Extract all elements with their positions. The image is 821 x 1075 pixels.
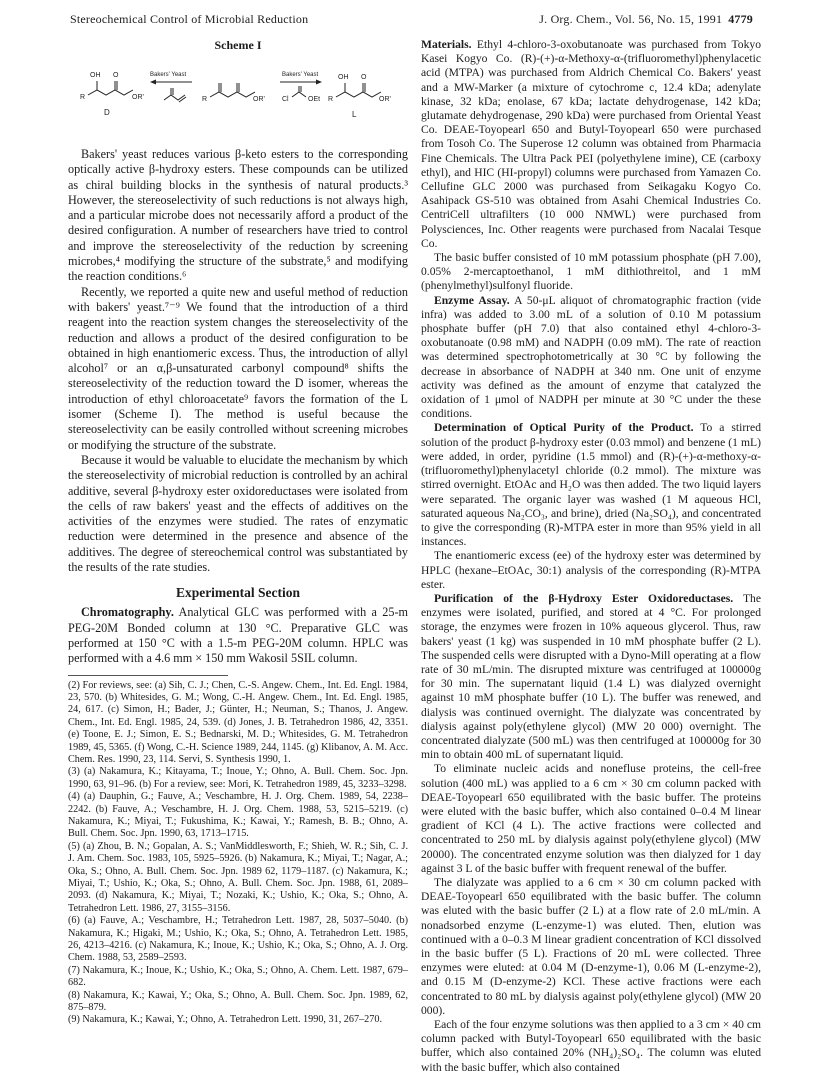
l-r-label: R: [328, 96, 334, 103]
page-number: 4779: [728, 12, 753, 26]
running-header-title: Stereochemical Control of Microbial Reduction: [70, 12, 309, 26]
arrow1-label: Bakers' Yeast: [150, 72, 187, 78]
reagent-chloroacetate-structure: [292, 86, 306, 97]
enzyme-assay-text: A 50-μL aliquot of chromatographic fraction (vide infra) was added to 3.00 mL of a solution of 0.10 M potassium phosphate buffer (pH 7.0) that also contained ethyl 4-chloro-3-oxobutanoate (0.98 mM) and NADPH (0.09 mM). The rate of reaction was determined spectrophotometrically at 30 °C by following the decrease in absorbance of NADPH at 340 nm. One unit of enzyme activity was defined as the amount of enzyme that catalyzed the oxidation of 1 μmol of NADPH per minute at 30 °C under the these conditions.: [421, 293, 761, 421]
purification-heading: Purification of the β-Hydroxy Ester Oxidoreductases.: [434, 591, 734, 605]
reagent-oet-label: OEt: [308, 96, 321, 103]
d-or-label: OR': [132, 94, 144, 101]
butyl-toyopearl-paragraph: Each of the four enzyme solutions was then applied to a 3 cm × 40 cm column packed with Butyl-Toyopearl 650 equilibrated with the basic buffer, which also contained 20% (NH₄)₂SO₄. The column was eluted with the basic buffer, which also contained: [421, 1018, 761, 1074]
nucleic-acid-paragraph: To eliminate nucleic acids and nonefluse proteins, the cell-free solution (400 mL) was applied to a 6 cm × 30 cm column packed with DEAE-Toyopearl 650 equilibrated with the basic buffer. The proteins were eluted with the basic buffer, which also contained 0–0.4 M linear gradient of KCl (4 L). The active fractions were collected and concentrated to 250 mL by dialysis against poly(ethylene glycol) (MW 20000). The concentrated enzyme solution was then dialyzed for 1 day against 3 L of the basic buffer with frequent renewal of the buffer.: [421, 762, 761, 875]
materials-heading: Materials.: [421, 38, 472, 51]
chromatography-heading: Chromatography.: [81, 605, 174, 620]
reagent-enone-structure: [164, 88, 186, 102]
footnote-6: (6) (a) Fauve, A.; Veschambre, H.; Tetrahedron Lett. 1987, 28, 5037–5040. (b) Nakamura, K.; Higaki, M.; Ushio, K.; Oka, S.; Ohno, A. Tetrahedron Lett. 1985, 26, 4213–4216. (c) Nakamura, K.; Inoue, K.; Ushio, K.; Oka, S.; Ohno, A. J. Org. Chem. 1988, 53, 2589–2593.: [68, 915, 408, 964]
footnote-8: (8) Nakamura, K.; Kawai, Y.; Oka, S.; Ohno, A. Bull. Chem. Soc. Jpn. 1989, 62, 875–879.: [68, 989, 408, 1014]
reaction-scheme: [68, 55, 408, 147]
d-r-label: R: [80, 94, 86, 101]
l-oh-label: OH: [338, 74, 349, 81]
running-header-journal: [539, 12, 753, 27]
l-or-label: OR': [379, 96, 391, 103]
buffer-paragraph: The basic buffer consisted of 10 mM potassium phosphate (pH 7.00), 0.05% 2-mercaptoethanol, 1 mM dithiothreitol, and 1 mM (phenylmethyl)sulfonyl fluoride.: [421, 251, 761, 293]
arrow2-head-icon: [316, 80, 322, 85]
d-product-structure: [88, 81, 133, 95]
optical-purity-paragraph: [421, 421, 761, 549]
d-o-label: O: [113, 72, 119, 79]
journal-citation: J. Org. Chem., Vol. 56, No. 15, 1991: [539, 12, 723, 26]
dialyzate-paragraph: The dialyzate was applied to a 6 cm × 30 cm column packed with DEAE-Toyopearl 650 equilibrated with the basic buffer. The column was eluted with the basic buffer (2 L) at a flow rate of 2.0 mL/min. A nonadsorbed enzyme (L-enzyme-1) was eluted. Then, elution was continued with a 0–0.3 M linear gradient concentration of KCl dissolved in the basic buffer (5 L). Fractions of 20 mL were collected. Three enzymes were eluted: at 0.04 M (D-enzyme-1), 0.06 M (L-enzyme-2), and 0.15 M (D-enzyme-2) KCl. These active fractions were each concentrated to 80 mL by dialysis against poly(ethylene glycol) (MW 20 000).: [421, 875, 761, 1017]
left-column: [68, 38, 408, 1027]
l-o-label: O: [361, 74, 367, 81]
enzyme-assay-heading: Enzyme Assay.: [434, 293, 510, 307]
footnote-3: (3) (a) Nakamura, K.; Kitayama, T.; Inoue, Y.; Ohno, A. Bull. Chem. Soc. Jpn. 1990, 63, 91–96. (b) For a review, see: Mori, K. Tetrahedron 1989, 45, 3233–3298.: [68, 766, 408, 790]
chromatography-paragraph: [68, 605, 408, 666]
footnote-5: (5) (a) Zhou, B. N.; Gopalan, A. S.; VanMiddlesworth, F.; Shieh, W. R.; Sih, C. J. J. Am. Chem. Soc. 1983, 105, 5925–5926. (b) Nakamura, K.; Miyai, T.; Nagar, A.; Oka, S.; Ohno, A. Bull. Chem. Soc. Jpn. 1989 62, 1179–1187. (c) Nakamura, K.; Miyai, T.; Ushio, K.; Oka, S.; Ohno, A. Bull. Chem. Soc. Jpn. 1988, 61, 2089–2093. (d) Nakamura, K.; Miyai, T.; Nozaki, K.; Ushio, K.; Oka, S.; Ohno, A. Tetrahedron Lett. 1986, 27, 3155–3156.: [68, 840, 408, 914]
materials-text: Ethyl 4-chloro-3-oxobutanoate was purchased from Tokyo Kasei Kogyo Co. (R)-(+)-α-Methoxy-α-(trifluoromethyl)phenylacetic acid (MTPA) was purchased from Aldrich Chemical Co. Bakers' yeast and a MW-Marker (a mixture of cytochrome c, 12.4 kDa; adenylate kinase, 32 kDa; enolase, 67 kDa; lactate dehydrogenase, 142 kDa; glutamate dehydrogenase, 290 kDa) were purchased from Oriental Yeast Co. DEAE-Toyopearl 650 and Butyl-Toyopearl 650 were purchased from Tosoh Co. The Superose 12 column was obtained from Pharmacia Fine Chemicals. The Ultra Pack PEI (polyethylene imine), CE (carboxy ethyl), and HIC (HI-propyl) columns were purchased from Yamazen Co. Cellufine GLC 2000 was purchased from Seikagaku Kogyo Co. Asahipack GS-510 was obtained from Asahi Chemical Industries Co. CentriCell ultrafilters (10 000 NMWL) were purchased from Polysciences, Inc. Other reagents were purchased from Nacalai Tesque Co.: [421, 38, 761, 250]
purification-paragraph: [421, 592, 761, 762]
intro-paragraph-2: Recently, we reported a quite new and useful method of reduction with bakers' yeast.⁷⁻⁹ We found that the introduction of a third reagent into the reaction system changes the stereoselectivity of the reduction and allows a product of the desired configuration to be obtained in high enantiomeric excess. Thus, the introduction of allyl alcohol⁷ or an α,β-unsaturated carbonyl compound⁸ shifts the stereoselectivity of the reduction toward the D isomer, whereas the introduction of ethyl chloroacetate⁹ favors the formation of the L isomer (Scheme I). The method is useful because the stereoselectivity can be easily controlled without screening microbes or modifying the structure of the substrate.: [68, 284, 408, 452]
substrate-or-label: OR': [253, 96, 265, 103]
enantiomeric-excess-paragraph: The enantiomeric excess (ee) of the hydroxy ester was determined by HPLC (hexane–EtOAc, 30:1) analysis of the corresponding (R)-MTPA ester.: [421, 549, 761, 591]
reagent-cl-label: Cl: [282, 96, 289, 103]
footnotes: [68, 680, 408, 1027]
footnote-9: (9) Nakamura, K.; Kawai, Y.; Ohno, A. Tetrahedron Lett. 1990, 31, 267–270.: [68, 1014, 382, 1026]
footnote-7: (7) Nakamura, K.; Inoue, K.; Ushio, K.; Oka, S.; Ohno, A. Chem. Lett. 1987, 679–682.: [68, 964, 408, 989]
intro-paragraph-3: Because it would be valuable to elucidate the mechanism by which the stereoselectivity of microbial reduction is controlled by an achiral additive, several β-hydroxy ester oxidoreductases were isolated from the cells of raw bakers' yeast and the effects of additives on the activities of the enzymes were studied. The rates of enzymatic reduction were determined in the presence and absence of the additives. The degree of stereochemical control was substantiated by the results of the rate studies.: [68, 452, 408, 575]
l-isomer-label: L: [352, 110, 357, 119]
intro-paragraph-1: Bakers' yeast reduces various β-keto esters to the corresponding optically active β-hydroxy esters. These compounds can be utilized as chiral building blocks in the synthesis of natural products.³ However, the stereoselectivity of such reductions is not always high, and a particular microbe does not necessarily afford a product of the desired configuration. A number of researchers have tried to control and improve the stereoselectivity of the reduction by screening microbes,⁴ modifying the structure of the substrate,⁵ and modifying the reaction conditions.⁶: [68, 147, 408, 284]
d-oh-label: OH: [90, 72, 101, 79]
scheme-title: Scheme I: [214, 38, 262, 52]
substrate-r-label: R: [202, 96, 208, 103]
chromatography-text: Analytical GLC was performed with a 25-m PEG-20M Bonded column at 130 °C. Preparative GLC was performed at 150 °C with a 1.5-m PEG-20M column. HPLC was performed with a 4.6 mm × 150 mm Wakosil 5SIL column.: [68, 605, 408, 666]
footnote-2: (2) For reviews, see: (a) Sih, C. J.; Chen, C.-S. Angew. Chem., Int. Ed. Engl. 1984, 23, 570. (b) Whitesides, G. M.; Wong, C.-H. Angew. Chem., Int. Ed. Engl. 1985, 24, 617. (c) Simon, H.; Bader, J.; Günter, H.; Neuman, S.; Thanos, J. Angew. Chem., Int. Ed. Engl. 1985, 24, 539. (d) Jones, J. B. Tetrahedron 1986, 42, 3351. (e) Toone, E. J.; Simon, E. S.; Bednarski, M. D.; Whitesides, G. M. Tetrahedron 1989, 45, 5365. (f) Wong, C.-H. Science 1989, 244, 1145. (g) Klibanov, A. M. Acc. Chem. Res. 1990, 23, 114. Servi, S. Synthesis 1990, 1.: [68, 679, 408, 765]
substrate-structure: [210, 83, 255, 97]
purification-text: The enzymes were isolated, purified, and stored at 4 °C. For prolonged storage, the enzymes were frozen in 10% aqueous glycerol. Thus, raw bakers' yeast (1 kg) was suspended in 10 mM phosphate buffer (2 L). The suspended cells were disrupted with a Dyno-Mill operating at a flow rate of 30 mL/min. The disrupted mixture was centrifuged at 100000g for 30 min. The supernatant liquid (1.4 L) was dialyzed overnight against 10 mM phosphate buffer (10 L). The buffer was renewed, and dialysis was continued overnight. The dialyzate was concentrated by dialysis against poly(ethylene glycol) (MW 20 000) overnight. The concentrated dialyzate (500 mL) was then centrifuged at 100000g for 30 min to obtain 400 mL of supernatant liquid.: [421, 591, 761, 762]
materials-paragraph: [421, 38, 761, 251]
arrow2-label: Bakers' Yeast: [282, 72, 319, 78]
section-heading: Experimental Section: [175, 585, 301, 601]
footnote-4: (4) (a) Dauphin, G.; Fauve, A.; Veschambre, H. J. Org. Chem. 1989, 54, 2238–2242. (b) Fauve, A.; Veschambre, H. J. Org. Chem. 1988, 53, 5215–5219. (c) Nakamura, K.; Miyai, T.; Fukushima, K.; Kawai, Y.; Ramesh, B. B.; Ohno, A. Bull. Chem. Soc. Jpn. 1990, 63, 1713–1715.: [68, 791, 408, 840]
optical-purity-heading: Determination of Optical Purity of the Product.: [434, 421, 694, 435]
d-isomer-label: D: [104, 108, 110, 117]
arrow1-head-icon: [150, 80, 156, 85]
footnote-divider: [68, 675, 228, 676]
l-product-structure: [336, 83, 381, 97]
enzyme-assay-paragraph: [421, 294, 761, 422]
right-column: [421, 38, 761, 1075]
optical-purity-text: To a stirred solution of the product β-hydroxy ester (0.03 mmol) and benzene (1 mL) were added, in order, pyridine (1.5 mmol) and (R)-(+)-α-methoxy-α-(trifluoromethyl)phenylacetyl chloride (0.2 mmol). The mixture was stirred overnight. EtOAc and H₂O was then added. The two liquid layers were separated. The organic layer was washed (1 M aqueous HCl, saturated aqueous Na₂CO₃, and brine), dried (Na₂SO₄), and concentrated to give the corresponding (R)-MTPA ester in more than 95% yield in all instances.: [421, 421, 761, 549]
